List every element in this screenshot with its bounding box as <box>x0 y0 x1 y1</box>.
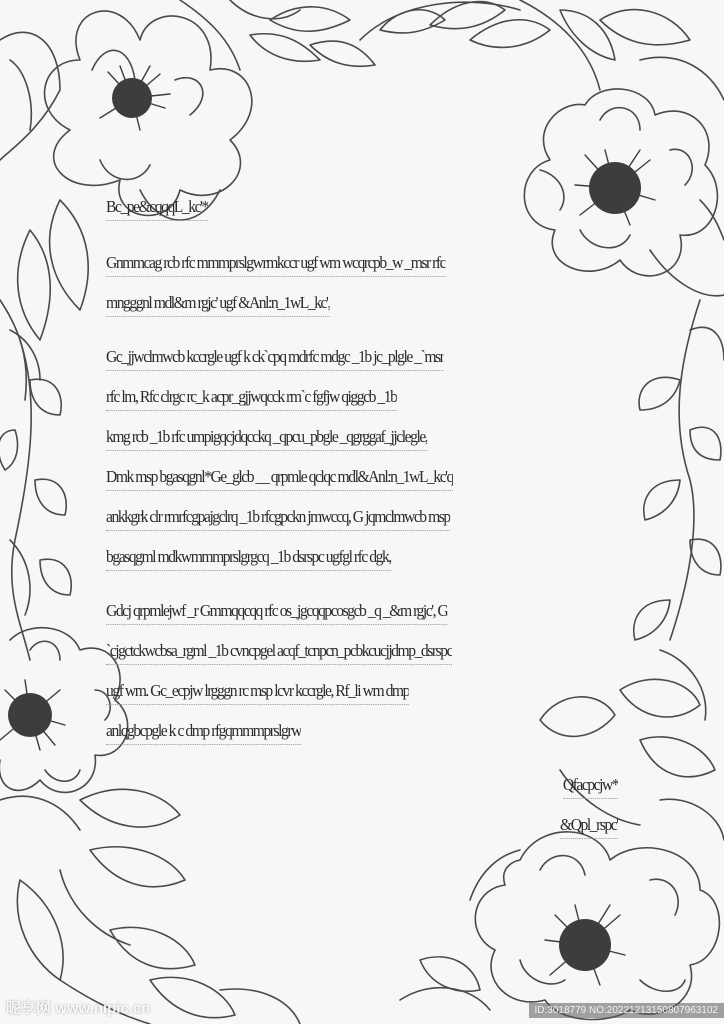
paragraph-2-line-4: Dmk msp bgasqgnl*Ge_glcb __ qrpmle qclqc mdl&Anl:n_1wL_kc'q <box>106 466 453 491</box>
salutation: Bc_pe&cqqqL_kc'* <box>106 196 208 221</box>
vine-left-icon <box>0 340 71 660</box>
paragraph-1-line-2: mngggnl mdl&m rgjc' ugf &Anl:n_1wL_kc', <box>106 292 330 317</box>
paragraph-2-line-1: Gc_jjwclmwcb kccrgle ugf k ck`cpq mdrfc mdgc _1b jc_plgle _`msr <box>106 346 443 371</box>
closing: Qfacpcjw* <box>563 774 618 799</box>
leaves-right-bottom-icon <box>400 679 724 1010</box>
leaves-top-right-icon <box>360 0 724 100</box>
watermark-logo: 昵享网 www.nipic.cn <box>6 1000 151 1017</box>
paragraph-3-line-4: anlqgbcpgle k c dmp rfgqmmmprslgrw <box>106 720 301 745</box>
paragraph-2-line-2: rfc lm, Rfc clrgc rc_k acpr_gjjwqcck rm`c fgfjw qiggcb _1b <box>106 386 396 411</box>
watermark-id: ID:3018779 NO:20221213150807963102 <box>529 1003 724 1018</box>
leaves-left-bottom-icon <box>17 789 300 1024</box>
paragraph-2-line-3: kmg rcb _1b rfc umpigqcjdqcckq _qpcu_pbgle _qgrggaf_jjclegle, <box>106 426 427 451</box>
paragraph-3-line-1: Gdcj qrpmlejwf _r Gmmqqcqq rfc os_jgcqqpcosgcb _q _&m rgjc', G <box>106 600 447 625</box>
paragraph-2-line-6: bgasqgml mdkwmmmprslgrgcq _1b dsrspc ugfgl rfc dgk, <box>106 546 391 571</box>
paragraph-2-line-5: ankkgrk clr rmrfcgpajgclrq _1b rfcgpckn jmwccq, G jqmclmwcb msp <box>106 506 450 531</box>
paragraph-3-line-2: `cjgctckwcbsa_rgml _1b cvncpgel acqf_tcnpcn_pcbkcucjjdmp_dsrspc <box>106 640 452 665</box>
paragraph-1-line-1: Gnmmcag rcb rfc mmmprslgwrmkccr ugf wm wcqrcpb_w _msr rfc <box>106 252 445 277</box>
signature: &Qpl_rspc' <box>560 814 618 839</box>
vine-right-icon <box>634 300 724 720</box>
paragraph-3-line-3: ugf wm. Gc_ecpjw lrgggn rc msp lcvr kccrgle, Rf_li wm dmp <box>106 680 409 705</box>
